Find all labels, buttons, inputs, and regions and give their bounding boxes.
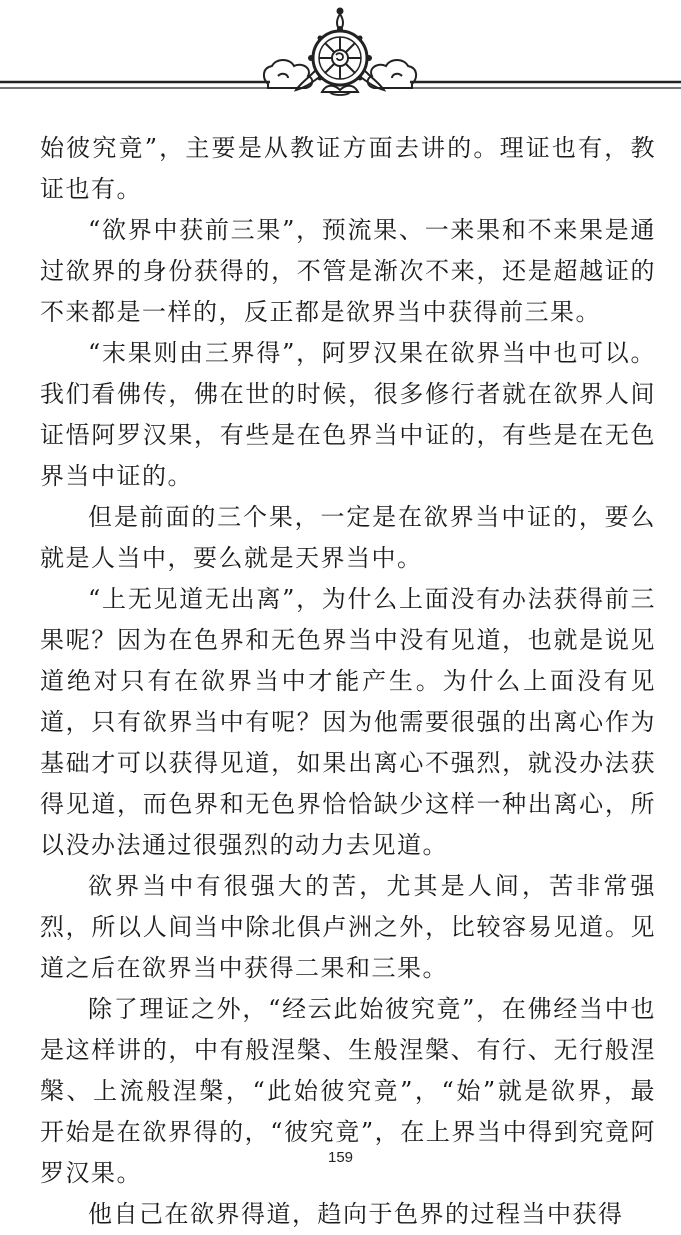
paragraph-5: “上无见道无出离”，为什么上面没有办法获得前三果呢？因为在色界和无色界当中没有见道，也就是说见道绝对只有在欲界当中才能产生。为什么上面没有见道，只有欲界当中有呢？因为他需要很强的出离心作为基础才可以获得见道，如果出离心不强烈，就没办法获得见道，而色界和无色界恰恰缺少这样一种出离心，所以没办法通过很强烈的动力去见道。 bbox=[40, 585, 656, 859]
cloud-ornament-right-icon bbox=[368, 60, 416, 88]
paragraph-3: “末果则由三界得”，阿罗汉果在欲界当中也可以。我们看佛传，佛在世的时候，很多修行者就在欲界人间证悟阿罗汉果，有些是在色界当中证的，有些是在无色界当中证的。 bbox=[40, 339, 656, 490]
dharma-wheel-icon bbox=[296, 8, 384, 95]
page-number: 159 bbox=[327, 1149, 354, 1166]
header-ornament bbox=[0, 0, 681, 112]
paragraph-2: “欲界中获前三果”，预流果、一来果和不来果是通过欲界的身份获得的，不管是渐次不来，还是超越证的不来都是一样的，反正都是欲界当中获得前三果。 bbox=[40, 216, 656, 326]
paragraph-8: 他自己在欲界得道，趋向于色界的过程当中获得 bbox=[88, 1200, 624, 1228]
paragraph-4: 但是前面的三个果，一定是在欲界当中证的，要么就是人当中，要么就是天界当中。 bbox=[40, 503, 656, 572]
paragraph-7: 除了理证之外，“经云此始彼究竟”，在佛经当中也是这样讲的，中有般涅槃、生般涅槃、有行、无行般涅槃、上流般涅槃，“此始彼究竟”，“始”就是欲界，最开始是在欲界得的，“彼究竟”，在上界当中得到究竟阿罗汉果。 bbox=[40, 995, 656, 1187]
cloud-ornament-left-icon bbox=[264, 60, 312, 88]
body-text bbox=[40, 128, 656, 1235]
paragraph-1: 始彼究竟”，主要是从教证方面去讲的。理证也有，教证也有。 bbox=[40, 134, 656, 203]
paragraph-6: 欲界当中有很强大的苦，尤其是人间，苦非常强烈，所以人间当中除北俱卢洲之外，比较容易见道。见道之后在欲界当中获得二果和三果。 bbox=[40, 872, 656, 982]
